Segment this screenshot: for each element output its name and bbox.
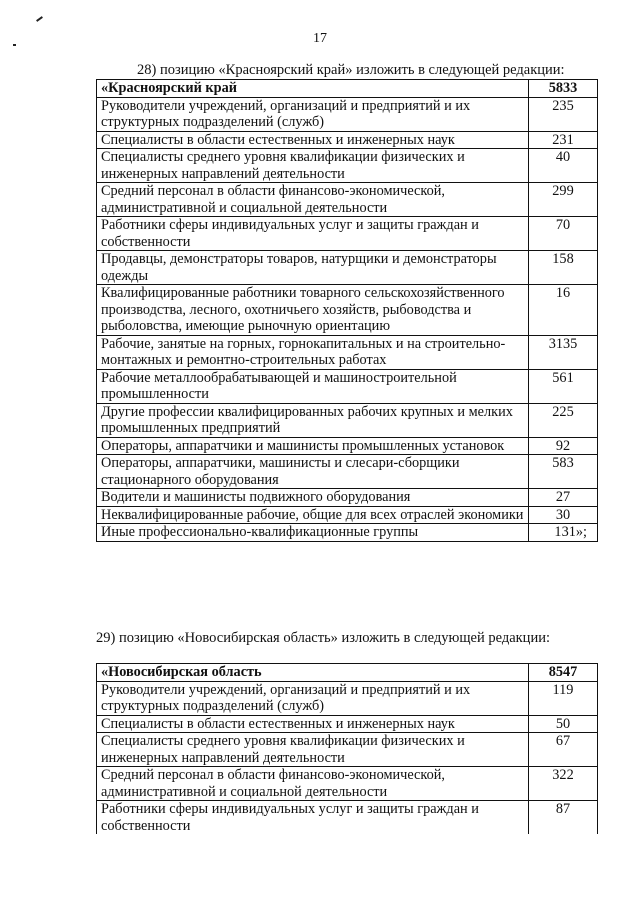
table-row (97, 506, 598, 524)
table-row (97, 97, 598, 131)
table-row (97, 437, 598, 455)
row-label: Операторы, аппаратчики, машинисты и слесари-сборщики стационарного оборудования (97, 455, 529, 489)
row-label: Рабочие, занятые на горных, горнокапитальных и на строительно-монтажных и ремонтно-строительных работах (97, 335, 529, 369)
section-29-intro: 29) позицию «Новосибирская область» изложить в следующей редакции: (96, 630, 550, 646)
row-label: Неквалифицированные рабочие, общие для всех отраслей экономики (97, 506, 529, 524)
region-total: 5833 (529, 80, 598, 98)
table-row (97, 217, 598, 251)
row-value: 70 (529, 217, 598, 251)
section-28-intro: 28) позицию «Красноярский край» изложить в следующей редакции: (137, 62, 565, 78)
table-row (97, 335, 598, 369)
row-label: Средний персонал в области финансово-экономической, административной и социальной деятельности (97, 183, 529, 217)
table-row (97, 369, 598, 403)
row-label: Специалисты в области естественных и инженерных наук (97, 131, 529, 149)
table-row (97, 733, 598, 767)
row-value: 235 (529, 97, 598, 131)
row-label: Специалисты в области естественных и инженерных наук (97, 715, 529, 733)
row-label: Водители и машинисты подвижного оборудования (97, 489, 529, 507)
table-row (97, 131, 598, 149)
table-row (97, 251, 598, 285)
table-row (97, 715, 598, 733)
page-number: 17 (313, 31, 327, 46)
row-label: Средний персонал в области финансово-экономической, административной и социальной деятельности (97, 767, 529, 801)
row-value: 561 (529, 369, 598, 403)
row-value: 131»; (529, 524, 598, 542)
row-value: 92 (529, 437, 598, 455)
table-row (97, 681, 598, 715)
table-row (97, 285, 598, 336)
row-value: 158 (529, 251, 598, 285)
row-value: 50 (529, 715, 598, 733)
table-row (97, 149, 598, 183)
row-value: 87 (529, 801, 598, 835)
row-value: 322 (529, 767, 598, 801)
region-name: «Новосибирская область (97, 664, 529, 682)
table-row (97, 489, 598, 507)
row-label: Руководители учреждений, организаций и предприятий и их структурных подразделений (служб) (97, 97, 529, 131)
table-row (97, 455, 598, 489)
row-label: Специалисты среднего уровня квалификации физических и инженерных направлений деятельности (97, 733, 529, 767)
row-value: 40 (529, 149, 598, 183)
row-label: Руководители учреждений, организаций и предприятий и их структурных подразделений (служб) (97, 681, 529, 715)
table-row (97, 403, 598, 437)
table-row (97, 183, 598, 217)
row-value: 231 (529, 131, 598, 149)
row-label: Работники сферы индивидуальных услуг и защиты граждан и собственности (97, 801, 529, 835)
table-row (97, 801, 598, 835)
row-value: 583 (529, 455, 598, 489)
row-value: 67 (529, 733, 598, 767)
row-value: 119 (529, 681, 598, 715)
row-label: Специалисты среднего уровня квалификации физических и инженерных направлений деятельности (97, 149, 529, 183)
region-total: 8547 (529, 664, 598, 682)
row-value: 225 (529, 403, 598, 437)
table-row (97, 767, 598, 801)
krasnoyarsk-table (96, 79, 598, 542)
table-header-row (97, 80, 598, 98)
row-label: Рабочие металлообрабатывающей и машиностроительной промышленности (97, 369, 529, 403)
scan-mark (36, 16, 43, 22)
row-value: 16 (529, 285, 598, 336)
row-value: 299 (529, 183, 598, 217)
table-header-row (97, 664, 598, 682)
region-name: «Красноярский край (97, 80, 529, 98)
table-row (97, 524, 598, 542)
row-value: 27 (529, 489, 598, 507)
row-value: 30 (529, 506, 598, 524)
row-label: Квалифицированные работники товарного сельскохозяйственного производства, лесного, охотничьего хозяйств, рыбоводства и рыболовства, имеющие рыночную ориентацию (97, 285, 529, 336)
novosibirsk-table (96, 663, 598, 834)
row-label: Другие профессии квалифицированных рабочих крупных и мелких промышленных предприятий (97, 403, 529, 437)
row-value: 3135 (529, 335, 598, 369)
row-label: Работники сферы индивидуальных услуг и защиты граждан и собственности (97, 217, 529, 251)
row-label: Операторы, аппаратчики и машинисты промышленных установок (97, 437, 529, 455)
row-label: Продавцы, демонстраторы товаров, натурщики и демонстраторы одежды (97, 251, 529, 285)
row-label: Иные профессионально-квалификационные группы (97, 524, 529, 542)
